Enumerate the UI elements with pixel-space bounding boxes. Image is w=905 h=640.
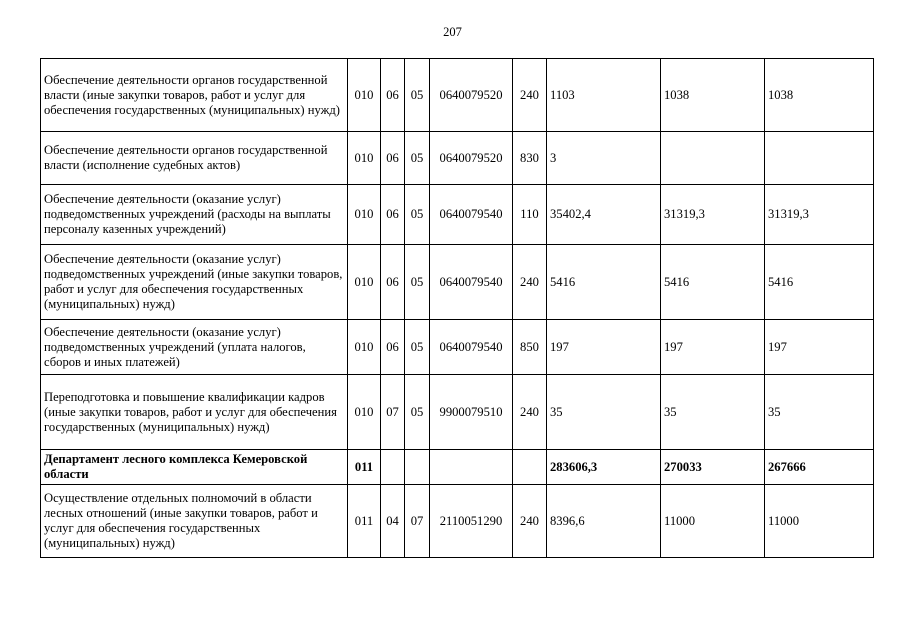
row-description: Обеспечение деятельности (оказание услуг) подведомственных учреждений (иные закупки товаров, работ и услуг для обеспечения государственных (муниципальных) нужд)	[41, 245, 348, 320]
table-row	[41, 450, 874, 485]
amount-year-3: 1038	[765, 59, 874, 132]
amount-year-1: 35	[547, 375, 661, 450]
section-code: 07	[381, 375, 405, 450]
table-row	[41, 320, 874, 375]
row-description: Обеспечение деятельности (оказание услуг) подведомственных учреждений (расходы на выплаты персоналу казенных учреждений)	[41, 185, 348, 245]
target-article-code: 0640079520	[430, 59, 513, 132]
subsection-code: 05	[405, 132, 430, 185]
amount-year-1: 5416	[547, 245, 661, 320]
subsection-code: 07	[405, 485, 430, 558]
section-code: 06	[381, 320, 405, 375]
amount-year-3: 5416	[765, 245, 874, 320]
section-code: 06	[381, 59, 405, 132]
subsection-code: 05	[405, 375, 430, 450]
subsection-code	[405, 450, 430, 485]
expense-type-code: 240	[513, 245, 547, 320]
amount-year-1: 283606,3	[547, 450, 661, 485]
table-row	[41, 185, 874, 245]
subsection-code: 05	[405, 185, 430, 245]
section-code	[381, 450, 405, 485]
department-code: 010	[348, 59, 381, 132]
department-code: 011	[348, 485, 381, 558]
subsection-code: 05	[405, 245, 430, 320]
amount-year-2: 1038	[661, 59, 765, 132]
section-code: 06	[381, 245, 405, 320]
row-description: Департамент лесного комплекса Кемеровской области	[41, 450, 348, 485]
amount-year-2: 197	[661, 320, 765, 375]
department-code: 010	[348, 132, 381, 185]
amount-year-1: 35402,4	[547, 185, 661, 245]
table-row	[41, 245, 874, 320]
expense-type-code: 830	[513, 132, 547, 185]
amount-year-2: 5416	[661, 245, 765, 320]
section-code: 06	[381, 132, 405, 185]
department-code: 011	[348, 450, 381, 485]
table-row	[41, 485, 874, 558]
amount-year-2: 11000	[661, 485, 765, 558]
department-code: 010	[348, 185, 381, 245]
amount-year-1: 3	[547, 132, 661, 185]
budget-table	[40, 58, 874, 558]
expense-type-code: 240	[513, 485, 547, 558]
target-article-code: 2110051290	[430, 485, 513, 558]
amount-year-3: 197	[765, 320, 874, 375]
subsection-code: 05	[405, 59, 430, 132]
section-code: 06	[381, 185, 405, 245]
target-article-code: 0640079540	[430, 245, 513, 320]
expense-type-code: 110	[513, 185, 547, 245]
table-row	[41, 132, 874, 185]
expense-type-code: 850	[513, 320, 547, 375]
row-description: Обеспечение деятельности органов государственной власти (иные закупки товаров, работ и услуг для обеспечения государственных (муниципальных) нужд)	[41, 59, 348, 132]
amount-year-2: 31319,3	[661, 185, 765, 245]
amount-year-3: 11000	[765, 485, 874, 558]
amount-year-3	[765, 132, 874, 185]
amount-year-3: 35	[765, 375, 874, 450]
department-code: 010	[348, 320, 381, 375]
target-article-code: 9900079510	[430, 375, 513, 450]
target-article-code: 0640079540	[430, 185, 513, 245]
target-article-code: 0640079540	[430, 320, 513, 375]
table-row	[41, 375, 874, 450]
amount-year-3: 31319,3	[765, 185, 874, 245]
amount-year-2	[661, 132, 765, 185]
amount-year-2: 35	[661, 375, 765, 450]
table-row	[41, 59, 874, 132]
expense-type-code	[513, 450, 547, 485]
row-description: Обеспечение деятельности органов государственной власти (исполнение судебных актов)	[41, 132, 348, 185]
row-description: Осуществление отдельных полномочий в области лесных отношений (иные закупки товаров, работ и услуг для обеспечения государственных (муниципальных) нужд)	[41, 485, 348, 558]
row-description: Обеспечение деятельности (оказание услуг) подведомственных учреждений (уплата налогов, сборов и иных платежей)	[41, 320, 348, 375]
subsection-code: 05	[405, 320, 430, 375]
amount-year-1: 197	[547, 320, 661, 375]
amount-year-3: 267666	[765, 450, 874, 485]
amount-year-1: 8396,6	[547, 485, 661, 558]
amount-year-1: 1103	[547, 59, 661, 132]
expense-type-code: 240	[513, 375, 547, 450]
department-code: 010	[348, 375, 381, 450]
table-body	[41, 59, 874, 558]
section-code: 04	[381, 485, 405, 558]
expense-type-code: 240	[513, 59, 547, 132]
target-article-code	[430, 450, 513, 485]
row-description: Переподготовка и повышение квалификации кадров (иные закупки товаров, работ и услуг для обеспечения государственных (муниципальных) нужд)	[41, 375, 348, 450]
target-article-code: 0640079520	[430, 132, 513, 185]
amount-year-2: 270033	[661, 450, 765, 485]
page-number: 207	[443, 25, 462, 39]
department-code: 010	[348, 245, 381, 320]
